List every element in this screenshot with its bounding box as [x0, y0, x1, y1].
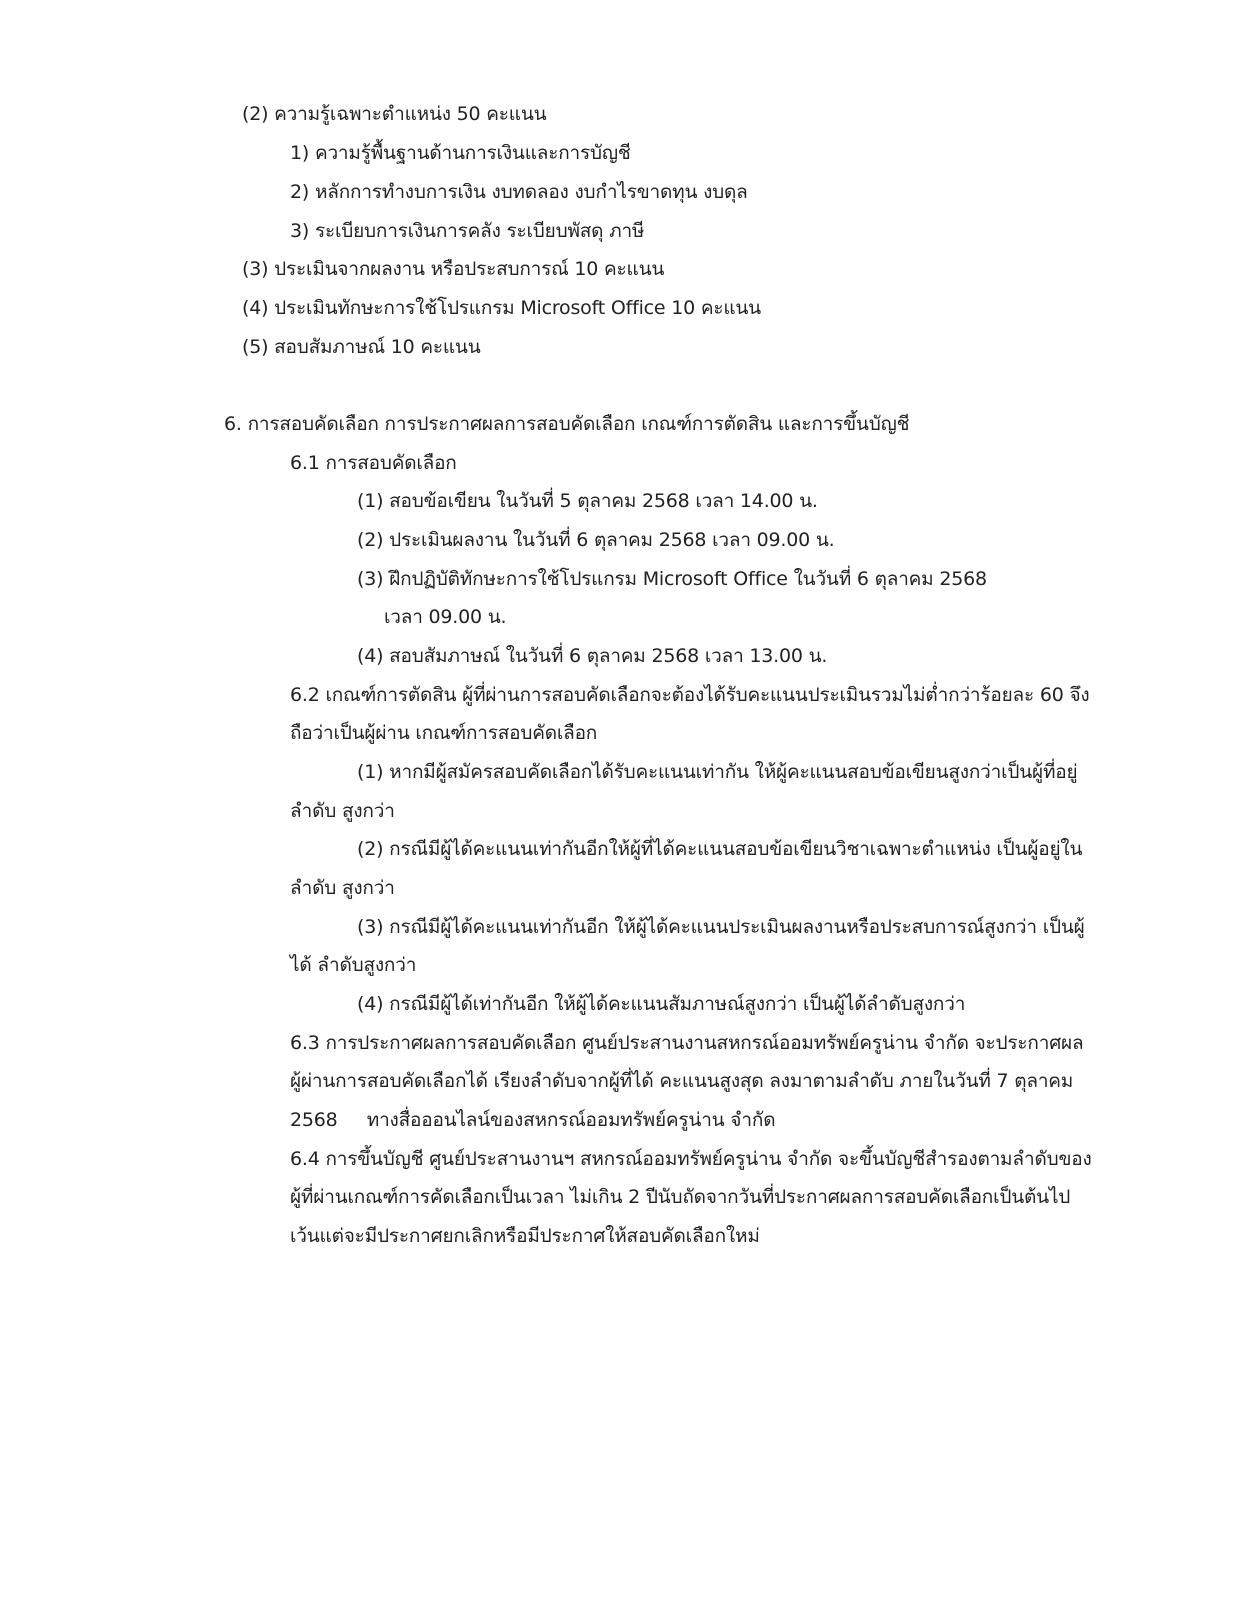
exam-schedule-4: (4) สอบสัมภาษณ์ ในวันที่ 6 ตุลาคม 2568 เวลา 13.00 น.	[357, 645, 828, 667]
section-6-3-line-3: 2568 ทางสื่อออนไลน์ของสหกรณ์ออมทรัพย์ครูน่าน จำกัด	[290, 1109, 776, 1131]
section-6-heading: 6. การสอบคัดเลือก การประกาศผลการสอบคัดเลือก เกณฑ์การตัดสิน และการขึ้นบัญชี	[224, 413, 910, 435]
criteria-2-cont: ลำดับ สูงกว่า	[290, 877, 395, 899]
scoring-item-2-sub-1: 1) ความรู้พื้นฐานด้านการเงินและการบัญชี	[290, 142, 631, 164]
criteria-1-cont: ลำดับ สูงกว่า	[290, 800, 395, 822]
section-6-4-line-3: เว้นแต่จะมีประกาศยกเลิกหรือมีประกาศให้สอบคัดเลือกใหม่	[290, 1225, 760, 1247]
scoring-item-5: (5) สอบสัมภาษณ์ 10 คะแนน	[242, 336, 481, 358]
scoring-item-2: (2) ความรู้เฉพาะตำแหน่ง 50 คะแนน	[242, 103, 547, 125]
scoring-item-3: (3) ประเมินจากผลงาน หรือประสบการณ์ 10 คะแนน	[242, 258, 665, 280]
criteria-3: (3) กรณีมีผู้ได้คะแนนเท่ากันอีก ให้ผู้ได้คะแนนประเมินผลงานหรือประสบการณ์สูงกว่า เป็นผู้	[357, 916, 1085, 938]
section-6-1-title: 6.1 การสอบคัดเลือก	[290, 452, 457, 474]
section-6-3-line-1: 6.3 การประกาศผลการสอบคัดเลือก ศูนย์ประสานงานสหกรณ์ออมทรัพย์ครูน่าน จำกัด จะประกาศผล	[290, 1032, 1084, 1054]
section-6-4-line-1: 6.4 การขึ้นบัญชี ศูนย์ประสานงานฯ สหกรณ์ออมทรัพย์ครูน่าน จำกัด จะขึ้นบัญชีสำรองตามลำดับของ	[290, 1148, 1092, 1170]
criteria-1: (1) หากมีผู้สมัครสอบคัดเลือกได้รับคะแนนเท่ากัน ให้ผู้คะแนนสอบข้อเขียนสูงกว่าเป็นผู้ที่อยู่	[357, 761, 1078, 783]
criteria-2: (2) กรณีมีผู้ได้คะแนนเท่ากันอีกให้ผู้ที่ได้คะแนนสอบข้อเขียนวิชาเฉพาะตำแหน่ง เป็นผู้อยู่ใน	[357, 838, 1083, 860]
section-6-3-line-2: ผู้ผ่านการสอบคัดเลือกได้ เรียงลำดับจากผู้ที่ได้ คะแนนสูงสุด ลงมาตามลำดับ ภายในวันที่ 7 ตุลาคม	[290, 1070, 1074, 1092]
exam-schedule-3: (3) ฝึกปฏิบัติทักษะการใช้โปรแกรม Microsoft Office ในวันที่ 6 ตุลาคม 2568	[357, 568, 987, 590]
section-6-2-line-2: ถือว่าเป็นผู้ผ่าน เกณฑ์การสอบคัดเลือก	[290, 722, 598, 744]
scoring-item-2-sub-2: 2) หลักการทำงบการเงิน งบทดลอง งบกำไรขาดทุน งบดุล	[290, 181, 748, 203]
scoring-item-2-sub-3: 3) ระเบียบการเงินการคลัง ระเบียบพัสดุ ภาษี	[290, 220, 645, 242]
exam-schedule-1: (1) สอบข้อเขียน ในวันที่ 5 ตุลาคม 2568 เวลา 14.00 น.	[357, 490, 818, 512]
scoring-item-4: (4) ประเมินทักษะการใช้โปรแกรม Microsoft Office 10 คะแนน	[242, 297, 761, 319]
criteria-4: (4) กรณีมีผู้ได้เท่ากันอีก ให้ผู้ได้คะแนนสัมภาษณ์สูงกว่า เป็นผู้ได้ลำดับสูงกว่า	[357, 993, 966, 1015]
criteria-3-cont: ได้ ลำดับสูงกว่า	[290, 954, 417, 976]
exam-schedule-2: (2) ประเมินผลงาน ในวันที่ 6 ตุลาคม 2568 เวลา 09.00 น.	[357, 529, 835, 551]
exam-schedule-3-cont: เวลา 09.00 น.	[384, 606, 507, 628]
section-6-4-line-2: ผู้ที่ผ่านเกณฑ์การคัดเลือกเป็นเวลา ไม่เกิน 2 ปีนับถัดจากวันที่ประกาศผลการสอบคัดเลือกเป็นต้นไป	[290, 1186, 1071, 1208]
section-6-2-line-1: 6.2 เกณฑ์การตัดสิน ผู้ที่ผ่านการสอบคัดเลือกจะต้องได้รับคะแนนประเมินรวมไม่ต่ำกว่าร้อยละ 60 จึง	[290, 684, 1090, 706]
